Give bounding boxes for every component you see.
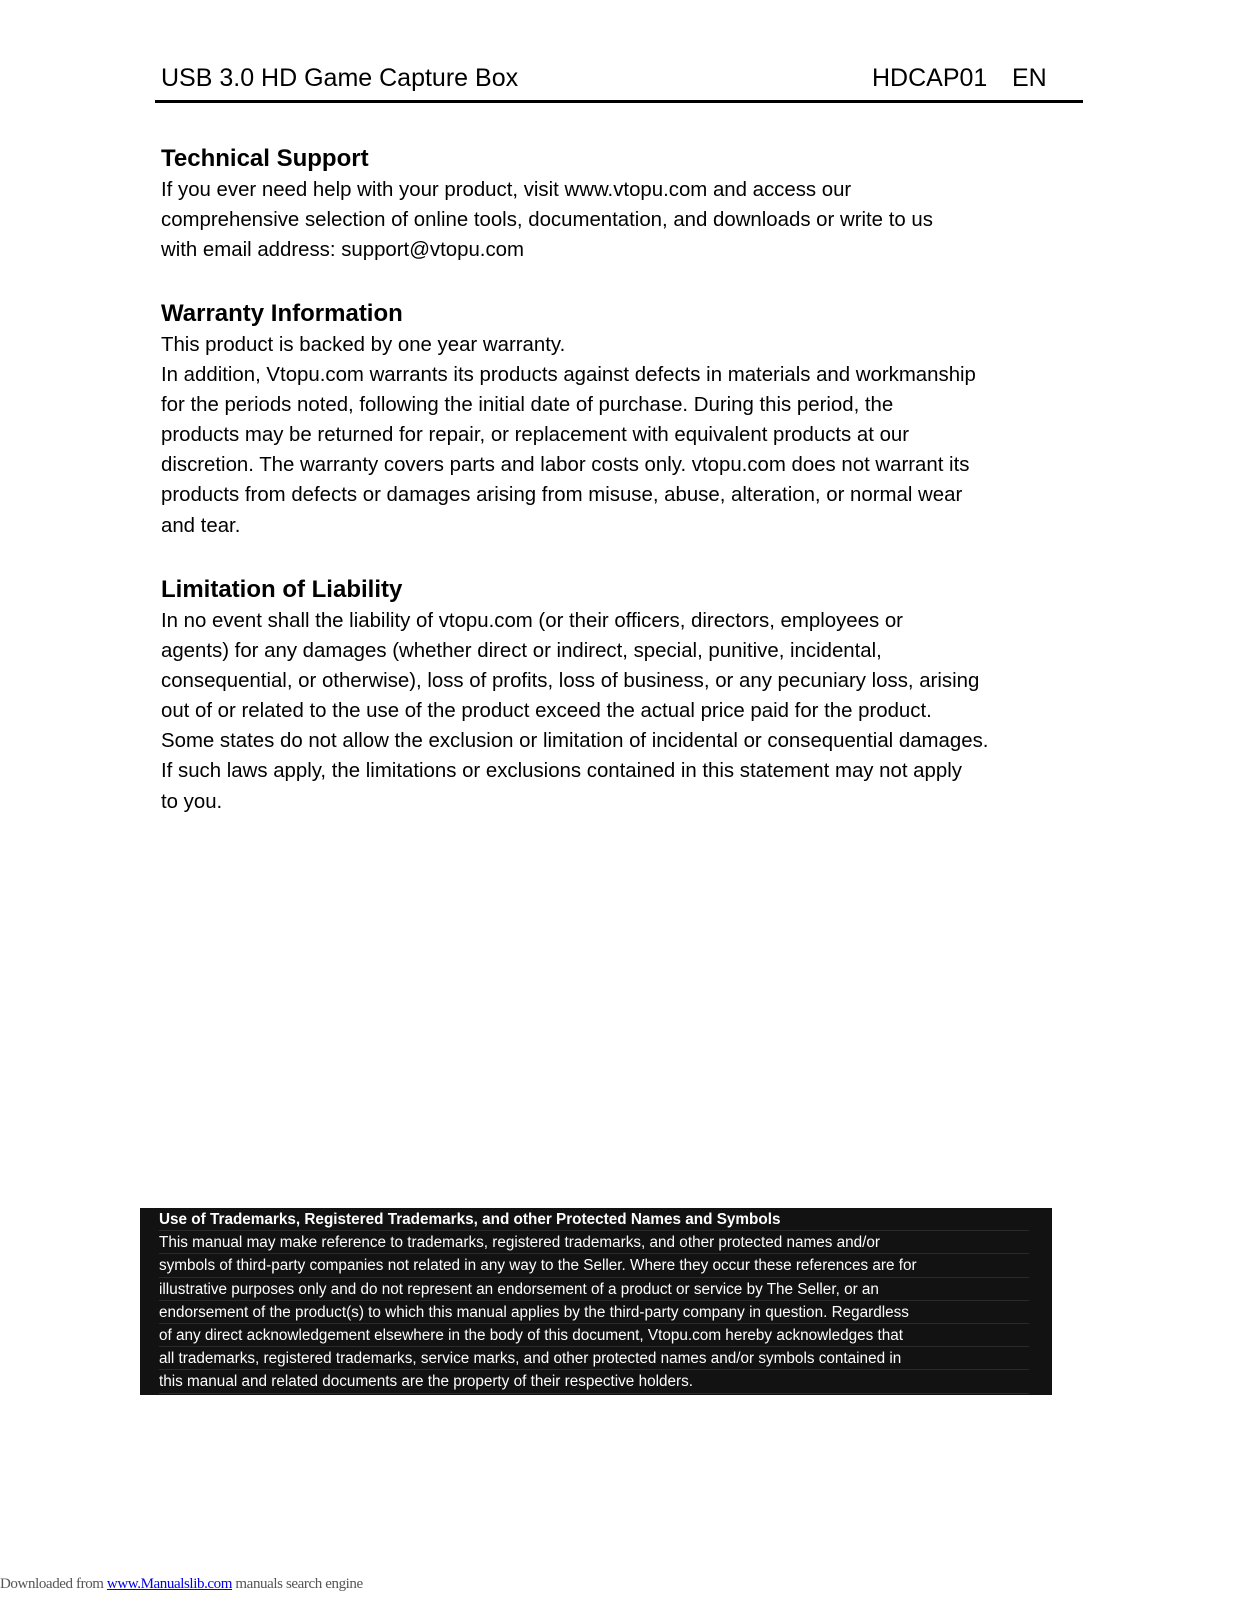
trademark-line: illustrative purposes only and do not represent an endorsement of a product or service by The Seller, or an [159, 1278, 1029, 1301]
paragraph-line: to you. [161, 790, 223, 813]
paragraph-line: This product is backed by one year warranty. [161, 334, 566, 356]
paragraph-line: In addition, Vtopu.com warrants its products against defects in materials and workmanship [161, 364, 976, 387]
footer-prefix: Downloaded from [0, 1576, 107, 1592]
paragraph-line: and tear. [161, 514, 241, 537]
trademark-line: endorsement of the product(s) to which this manual applies by the third-party company in question. Regardless [159, 1301, 1029, 1324]
trademark-line: symbols of third-party companies not related in any way to the Seller. Where they occur these references are for [159, 1254, 1029, 1277]
paragraph-line: If you ever need help with your product, visit www.vtopu.com and access our [161, 179, 852, 201]
trademark-heading: Use of Trademarks, Registered Trademarks, and other Protected Names and Symbols [159, 1208, 1029, 1231]
paragraph-line: If such laws apply, the limitations or exclusions contained in this statement may not apply [161, 760, 962, 783]
paragraph-line: with email address: support@vtopu.com [161, 239, 524, 262]
paragraph-line: In no event shall the liability of vtopu.com (or their officers, directors, employees or [161, 610, 903, 632]
paragraph-line: out of or related to the use of the product exceed the actual price paid for the product. [161, 700, 932, 723]
paragraph-line: agents) for any damages (whether direct or indirect, special, punitive, incidental, [161, 640, 882, 663]
liability-heading: Limitation of Liability [161, 576, 403, 603]
liability-section [161, 574, 1091, 817]
paragraph-line: comprehensive selection of online tools, documentation, and downloads or write to us [161, 209, 933, 232]
trademark-line: this manual and related documents are the property of their respective holders. [159, 1370, 1029, 1393]
header-title: USB 3.0 HD Game Capture Box [161, 64, 519, 92]
trademark-line: This manual may make reference to trademarks, registered trademarks, and other protected names and/or [159, 1231, 1029, 1254]
technical-support-section [161, 143, 1091, 265]
download-footer [0, 1576, 363, 1593]
warranty-heading: Warranty Information [161, 300, 403, 327]
paragraph-line: for the periods noted, following the initial date of purchase. During this period, the [161, 394, 894, 417]
paragraph-line: consequential, or otherwise), loss of profits, loss of business, or any pecuniary loss, arising [161, 670, 980, 693]
manualslib-link[interactable]: www.Manualslib.com [106, 1576, 233, 1592]
warranty-section [161, 298, 1091, 541]
technical-support-heading: Technical Support [161, 145, 369, 172]
paragraph-line: products from defects or damages arising from misuse, abuse, alteration, or normal wear [161, 484, 963, 507]
paragraph-line: Some states do not allow the exclusion or limitation of incidental or consequential damages. [161, 730, 989, 753]
footer-suffix: manuals search engine [232, 1576, 363, 1592]
paragraph-line: discretion. The warranty covers parts and labor costs only. vtopu.com does not warrant its [161, 454, 970, 477]
trademark-notice-text [159, 1208, 1029, 1394]
header-language: EN [1012, 64, 1047, 92]
trademark-notice-box [140, 1208, 1052, 1395]
page-header [155, 62, 1083, 103]
paragraph-line: products may be returned for repair, or replacement with equivalent products at our [161, 424, 910, 447]
trademark-line: of any direct acknowledgement elsewhere in the body of this document, Vtopu.com hereby acknowledges that [159, 1324, 1029, 1347]
trademark-line: all trademarks, registered trademarks, service marks, and other protected names and/or symbols contained in [159, 1347, 1029, 1370]
header-model: HDCAP01 [872, 64, 988, 92]
